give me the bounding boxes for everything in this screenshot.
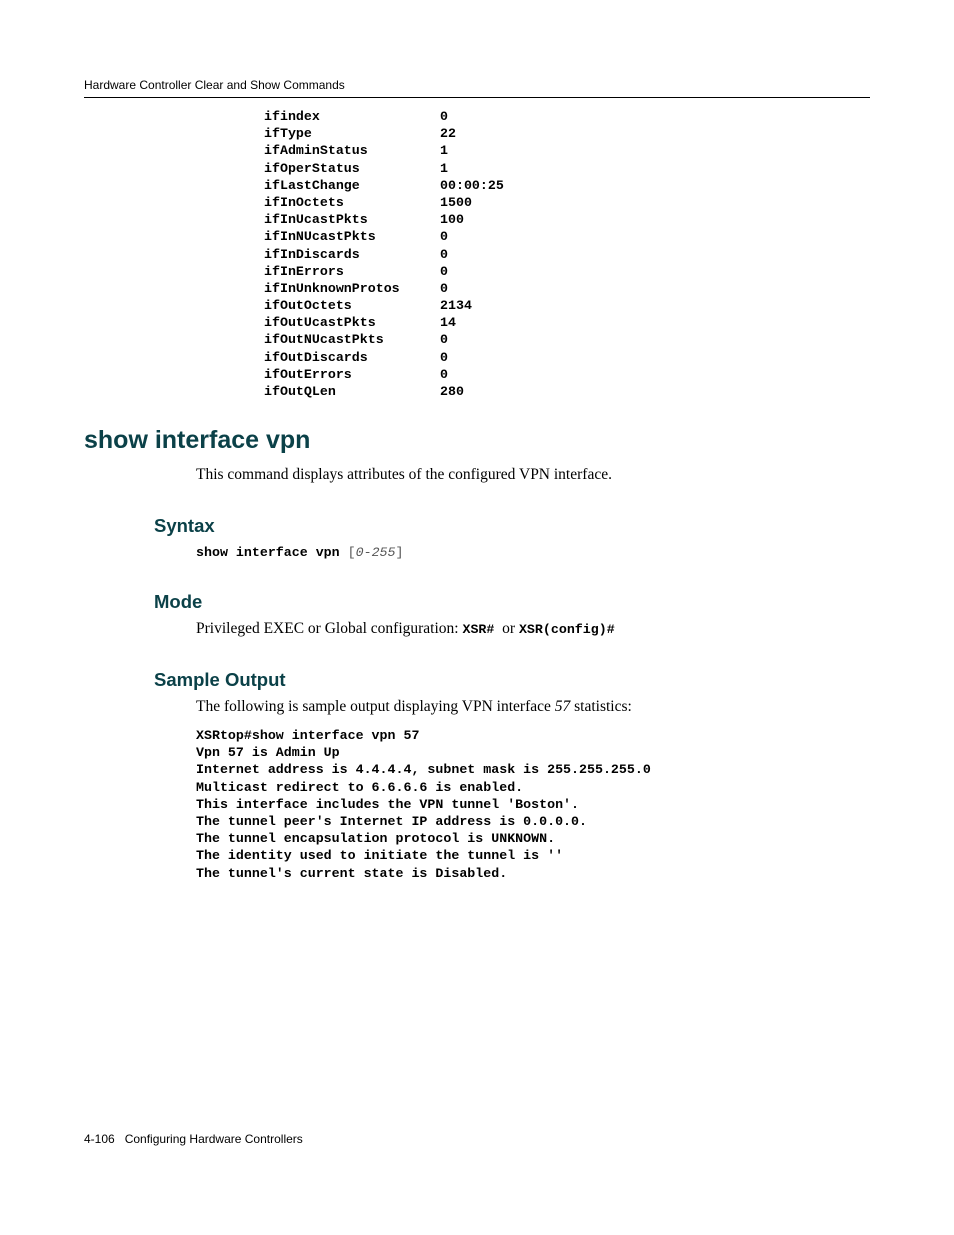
sample-output-intro [196,698,632,716]
stat-name: ifInNUcastPkts [264,229,376,245]
stat-value: 0 [440,109,448,124]
mode-connector: or [502,620,516,637]
page-number: 4-106 [84,1132,115,1146]
code-line: Vpn 57 is Admin Up [196,745,340,761]
stat-name: ifInUnknownProtos [264,280,400,296]
stat-name: ifOperStatus [264,160,360,176]
mode-heading: Mode [154,591,203,612]
stat-name: ifLastChange [264,177,360,193]
stat-name: ifOutOctets [264,298,352,314]
stat-value: 0 [440,280,448,296]
stat-name: ifindex [264,109,320,124]
stat-name: ifAdminStatus [264,143,368,159]
stat-value: 0 [440,246,448,262]
footer-title: Configuring Hardware Controllers [124,1132,303,1146]
stat-name: ifOutErrors [264,366,352,382]
syntax-open-bracket: [ [347,545,356,560]
stat-value: 1 [440,143,448,159]
mode-prompt-config: XSR(config)# [518,622,615,637]
code-line: Internet address is 4.4.4.4, subnet mask is 255.255.255.0 [196,762,651,778]
intro-after: statistics: [570,698,632,715]
stat-value: 22 [440,126,456,142]
stat-value: 0 [440,229,448,245]
code-line: The tunnel peer's Internet IP address is 0.0.0.0. [196,813,587,829]
stat-value: 0 [440,349,448,365]
code-line: The identity used to initiate the tunnel is '' [196,848,564,864]
stat-name: ifInErrors [264,263,344,279]
mode-prompt-exec: XSR# [462,622,495,637]
stat-name: ifInUcastPkts [264,212,368,228]
code-line: The tunnel's current state is Disabled. [196,865,508,881]
stat-value: 2134 [440,298,472,314]
sample-output-code [196,727,651,882]
stat-name: ifType [264,126,312,142]
code-line: The tunnel encapsulation protocol is UNKNOWN. [196,831,556,847]
section-title: show interface vpn [84,426,311,454]
stat-name: ifInOctets [264,194,344,210]
code-line: This interface includes the VPN tunnel 'Boston'. [196,796,580,812]
stat-name: ifOutQLen [264,384,336,399]
stat-value: 0 [440,366,448,382]
stat-value: 100 [440,212,464,228]
header-rule [84,97,870,98]
mode-text: Privileged EXEC or Global configuration: [196,620,459,637]
stat-name: ifOutUcastPkts [264,315,376,331]
page-footer [84,1132,303,1146]
syntax-command: show interface vpn [196,545,340,560]
stat-value: 1500 [440,194,472,210]
mode-description [196,620,615,638]
stat-name: ifOutNUcastPkts [264,332,384,348]
stat-value: 280 [440,384,464,399]
section-description: This command displays attributes of the configured VPN interface. [196,466,612,483]
syntax-line [196,545,404,560]
stat-name: ifInDiscards [264,246,360,262]
sample-output-heading: Sample Output [154,669,286,690]
stat-value: 1 [440,160,448,176]
code-line: XSRtop#show interface vpn 57 [196,728,420,743]
intro-before: The following is sample output displaying VPN interface [196,698,555,715]
syntax-argument: 0-255 [355,545,396,560]
stat-value: 0 [440,263,448,279]
syntax-close-bracket: ] [395,545,404,560]
stat-value: 14 [440,315,456,331]
stat-name: ifOutDiscards [264,349,368,365]
stat-value: 0 [440,332,448,348]
stat-value: 00:00:25 [440,177,504,193]
running-header: Hardware Controller Clear and Show Commands [84,78,345,92]
intro-number: 57 [554,698,571,715]
code-line: Multicast redirect to 6.6.6.6 is enabled. [196,779,524,795]
syntax-heading: Syntax [154,515,215,536]
